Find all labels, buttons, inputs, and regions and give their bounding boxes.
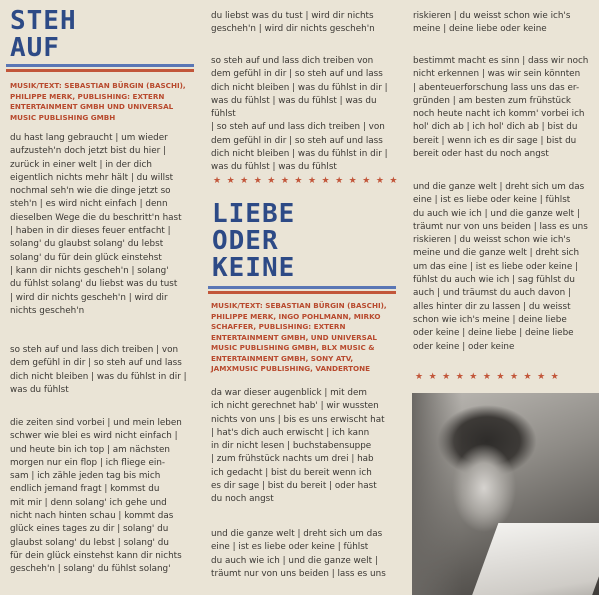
song-credits-steh-auf: MUSIK/TEXT: SEBASTIAN BÜRGIN (BASCHI), PHILIPPE MERK, PUBLISHING: EXTERN ENTERTAINMENT GMBH UND UNIVERSAL MUSIC PUBLISHING GMBH	[10, 81, 186, 122]
lyric-verse: die zeiten sind vorbei | und mein leben schwer wie blei es wird nicht einfach | und heute bin ich top | am nächsten morgen nur ein flop | ich fliege ein- sam | ich zähle jeden tag bis mich endlich jemand fragt | kommst du mit mir | denn solang' ich gehe und nicht nach hinten schau | kommt das glück eines tages zu dir | solang' du glaubst solang' du lebst | solang' du für dein glück einstehst kann dir nichts gescheh'n | solang' du fühlst solang'	[10, 418, 182, 575]
lyric-chorus: und die ganze welt | dreht sich um das eine | ist es liebe oder keine | fühlst du auch wie ich | und die ganze welt | träumt nur von uns beiden | lass es uns riskieren | du weisst schon wie ich's meine und die ganze welt | dreht sich um das eine | ist es liebe oder keine | fühlst du auch wie ich | sag fühlst du auch | und träumst du auch davon | alles hinter dir zu lassen | du weisst schon wie ich's meine | deine liebe oder keine | deine liebe | deine liebe oder keine | oder keine	[413, 182, 588, 352]
column-2	[200, 0, 401, 595]
title-line-2: AUF	[10, 33, 60, 63]
divider-blue	[208, 286, 396, 289]
star-divider: ★★★★★★★★★★★	[415, 372, 565, 382]
song-title-steh-auf	[10, 8, 77, 62]
artist-photo	[412, 393, 599, 595]
title-line-3: KEINE	[212, 253, 296, 283]
lyric-continuation: du liebst was du tust | wird dir nichts gescheh'n | wird dir nichts gescheh'n	[211, 11, 375, 35]
lyric-verse: bestimmt macht es sinn | dass wir noch nicht erkennen | was wir sein könnten | abenteuerforschung lass uns das er- gründen | am besten zum frühstück noch heute nacht ich komm' vorbei ich hol' dich ab | ich hol' dich ab | bist du bereit | wenn ich es dir sage | bist du bereit oder hast du noch angst	[413, 56, 589, 160]
divider-blue	[6, 64, 194, 67]
lyric-chorus: so steh auf und lass dich treiben von dem gefühl in dir | so steh auf und lass dich nicht bleiben | was du fühlst in dir | was du fühlst | was du fühlst | was du fühlst | so steh auf und lass dich treiben | von dem gefühl in dir | so steh auf und lass dich nicht bleiben | was du fühlst in dir | was du fühlst | was du fühlst	[211, 56, 388, 173]
lyric-chorus: so steh auf und lass dich treiben | von dem gefühl in dir | so steh auf und lass dich nicht bleiben | was du fühlst in dir | was du fühlst	[10, 345, 187, 395]
divider-red	[208, 291, 396, 294]
lyric-verse: du hast lang gebraucht | um wieder aufzusteh'n doch jetzt bist du hier | zurück in einer welt | in der dich eigentlich nichts mehr hält | du willst nochmal seh'n wie die dinge jetzt so steh'n | es wird nicht einfach | denn dieselben Wege die du beschritt'n hast | haben in dir dieses feuer entfacht | solang' du glaubst solang' du lebst solang' du für dein glück einstehst | kann dir nichts gescheh'n | solang' du fühlst solang' du liebst was du tust | wird dir nichts gescheh'n | wird dir nichts gescheh'n	[10, 133, 182, 316]
song-title-liebe-oder-keine	[212, 201, 295, 282]
title-line-1: STEH	[10, 6, 77, 36]
photo-shadow	[412, 393, 462, 595]
title-line-1: LIEBE	[212, 199, 296, 229]
star-divider: ★★★★★★★★★★★★★★	[213, 176, 403, 186]
lyric-continuation: riskieren | du weisst schon wie ich's meine | deine liebe oder keine	[413, 11, 571, 35]
lyric-chorus: und die ganze welt | dreht sich um das eine | ist es liebe oder keine | fühlst du auch wie ich | und die ganze welt | träumt nur von uns beiden | lass es uns	[211, 529, 386, 579]
divider-red	[6, 69, 194, 72]
song-credits-liebe-oder-keine: MUSIK/TEXT: SEBASTIAN BÜRGIN (BASCHI), PHILIPPE MERK, INGO POHLMANN, MIRKO SCHAFFER, PUBLISHING: EXTERN ENTERTAINMENT GMBH, UND UNIVERSAL MUSIC PUBLISHING GMBH, BLX MUSIC & ENTERTAINMENT GMBH, SONY ATV, JAMXMUSIC PUBLISHING, VANDERTONE	[211, 301, 387, 373]
column-1	[0, 0, 200, 595]
lyric-verse: da war dieser augenblick | mit dem ich nicht gerechnet hab' | wir wussten nichts von uns | bis es uns erwischt hat | hat's dich auch erwischt | ich kann in dir nicht lesen | buchstabensuppe | zum frühstück nachts um drei | hab ich gedacht | bist du bereit wenn ich es dir sage | bist du bereit | oder hast du noch angst	[211, 388, 385, 505]
title-line-2: ODER	[212, 226, 279, 256]
photo-shirt-collar	[466, 523, 599, 595]
